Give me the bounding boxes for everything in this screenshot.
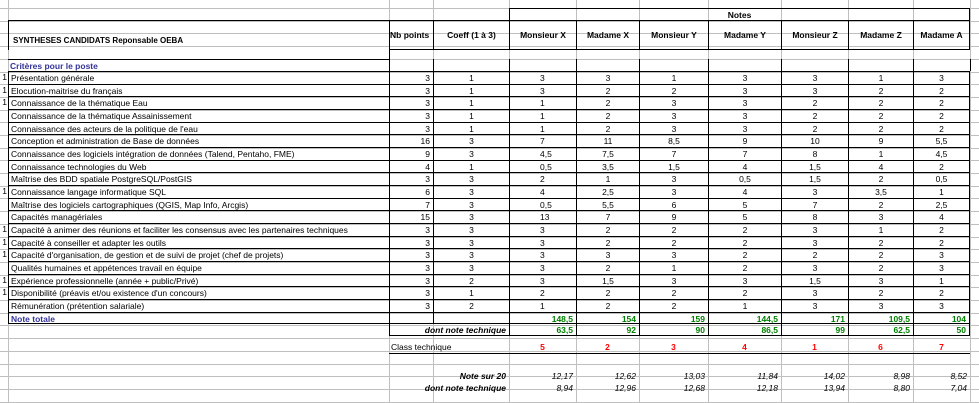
- criteria-label[interactable]: Qualités humaines et appétences travail en équipe: [8, 261, 389, 274]
- score-cell[interactable]: 0,5: [708, 172, 781, 185]
- candidate-header[interactable]: Monsieur X: [509, 20, 576, 50]
- score-cell[interactable]: 3: [639, 274, 708, 287]
- score-cell[interactable]: 5: [708, 198, 781, 211]
- criteria-row: [0, 299, 979, 312]
- criteria-label[interactable]: Connaissance des logiciels intégration de données (Talend, Pentaho, FME): [8, 147, 389, 160]
- score-cell[interactable]: 3: [509, 274, 576, 287]
- tech-total-value[interactable]: 86,5: [708, 324, 781, 336]
- score-cell[interactable]: 0,5: [509, 160, 576, 173]
- score-cell[interactable]: 3: [639, 185, 708, 198]
- score-cell[interactable]: 2: [848, 236, 913, 249]
- score-cell[interactable]: 1: [639, 71, 708, 84]
- note20-row: [0, 370, 979, 382]
- nb-points-cell[interactable]: 15: [389, 210, 433, 223]
- score-cell[interactable]: 1: [639, 261, 708, 274]
- score-cell[interactable]: 3: [708, 109, 781, 122]
- row-mark[interactable]: [0, 299, 8, 312]
- row-mark[interactable]: 1: [2, 275, 7, 285]
- nb-points-cell[interactable]: 3: [389, 122, 433, 135]
- score-cell[interactable]: 2: [576, 223, 639, 236]
- score-cell[interactable]: 2: [781, 109, 848, 122]
- total-nb-empty[interactable]: [389, 312, 433, 324]
- grid-line: [913, 59, 914, 71]
- score-cell[interactable]: 3: [781, 236, 848, 249]
- score-cell[interactable]: 1: [708, 299, 781, 312]
- score-cell[interactable]: 3: [708, 122, 781, 135]
- tech-total-row: [0, 324, 979, 336]
- tech20-value[interactable]: 8,94: [556, 383, 573, 393]
- score-cell[interactable]: 7: [509, 134, 576, 147]
- grid-line: [509, 59, 510, 71]
- nb-points-cell[interactable]: 3: [389, 109, 433, 122]
- note20-value[interactable]: 14,02: [823, 371, 845, 381]
- score-cell[interactable]: 3: [708, 71, 781, 84]
- score-cell[interactable]: 8,5: [639, 134, 708, 147]
- criteria-row: [0, 71, 979, 84]
- nb-points-cell[interactable]: 16: [389, 134, 433, 147]
- score-cell[interactable]: 5,5: [913, 134, 970, 147]
- row-mark[interactable]: [0, 109, 8, 122]
- score-cell[interactable]: 1: [848, 223, 913, 236]
- total-value[interactable]: 104: [913, 312, 970, 324]
- score-cell[interactable]: 1: [848, 71, 913, 84]
- row-mark[interactable]: 1: [2, 186, 7, 196]
- coeff-cell[interactable]: 3: [433, 172, 509, 185]
- score-cell[interactable]: 6: [639, 198, 708, 211]
- candidate-header[interactable]: Madame Y: [708, 20, 781, 50]
- nb-points-cell[interactable]: 3: [389, 96, 433, 109]
- score-cell[interactable]: 3: [708, 84, 781, 97]
- coeff-cell[interactable]: 3: [433, 223, 509, 236]
- candidate-header[interactable]: Monsieur Y: [639, 20, 708, 50]
- criteria-row: [0, 261, 979, 274]
- note20-value[interactable]: 11,84: [757, 371, 778, 381]
- grid-line: [970, 59, 971, 71]
- criteria-label[interactable]: Maîtrise des logiciels cartographiques (QGIS, Map Info, Arcgis): [8, 198, 389, 211]
- criteria-row: [0, 210, 979, 223]
- score-cell[interactable]: 1: [509, 122, 576, 135]
- score-cell[interactable]: 2: [848, 248, 913, 261]
- criteria-label[interactable]: Connaissance langage informatique SQL: [8, 185, 389, 198]
- coeff-cell[interactable]: 1: [433, 122, 509, 135]
- score-cell[interactable]: 1,5: [781, 274, 848, 287]
- score-cell[interactable]: 2: [576, 236, 639, 249]
- row-mark[interactable]: [0, 172, 8, 185]
- score-cell[interactable]: 1: [848, 147, 913, 160]
- candidate-header[interactable]: Monsieur Z: [781, 20, 848, 50]
- nb-points-cell[interactable]: 3: [389, 172, 433, 185]
- criteria-label[interactable]: Maîtrise des BDD spatiale PostgreSQL/PostGIS: [8, 172, 389, 185]
- tech-total-value[interactable]: 90: [639, 324, 708, 336]
- total-value[interactable]: 109,5: [848, 312, 913, 324]
- score-cell[interactable]: 8: [781, 147, 848, 160]
- criteria-row: [0, 185, 979, 198]
- nb-points-cell[interactable]: 3: [389, 223, 433, 236]
- score-cell[interactable]: 2: [913, 286, 970, 299]
- score-cell[interactable]: 3: [913, 299, 970, 312]
- total-row: [0, 312, 979, 324]
- score-cell[interactable]: 3: [848, 274, 913, 287]
- total-coeff-empty[interactable]: [433, 312, 509, 324]
- note20-label[interactable]: Note sur 20: [459, 371, 506, 381]
- criteria-row: [0, 286, 979, 299]
- score-cell[interactable]: 3,5: [848, 185, 913, 198]
- candidate-header[interactable]: Madame X: [576, 20, 639, 50]
- score-cell[interactable]: 5: [708, 210, 781, 223]
- score-cell[interactable]: 2: [576, 261, 639, 274]
- criteria-label[interactable]: Connaissance technologies du Web: [8, 160, 389, 173]
- coeff-cell[interactable]: 3: [433, 210, 509, 223]
- score-cell[interactable]: 2: [848, 286, 913, 299]
- grid-line: [576, 59, 577, 71]
- total-label[interactable]: Note totale: [8, 312, 389, 324]
- nb-points-cell[interactable]: 3: [389, 248, 433, 261]
- header-notes-row: [0, 8, 979, 20]
- criteria-label[interactable]: Capacité à animer des réunions et faciliter les consensus avec les partenaires techniques: [8, 223, 389, 236]
- score-cell[interactable]: 2: [913, 122, 970, 135]
- score-cell[interactable]: 4,5: [509, 147, 576, 160]
- score-cell[interactable]: 1,5: [781, 172, 848, 185]
- row-mark[interactable]: 1: [2, 287, 7, 297]
- note20-value[interactable]: 8,52: [950, 371, 967, 381]
- notes-label[interactable]: Notes: [509, 8, 970, 20]
- score-cell[interactable]: 11: [576, 134, 639, 147]
- score-cell[interactable]: 3: [781, 286, 848, 299]
- score-cell[interactable]: 7: [781, 198, 848, 211]
- row-mark[interactable]: 1: [2, 224, 7, 234]
- score-cell[interactable]: 2: [639, 236, 708, 249]
- score-cell[interactable]: 7,5: [576, 147, 639, 160]
- criteria-row: [0, 248, 979, 261]
- header-columns-row: [0, 20, 979, 50]
- class-value[interactable]: 6: [878, 342, 883, 352]
- section-label[interactable]: Critères pour le poste: [8, 59, 389, 71]
- nb-points-cell[interactable]: 3: [389, 299, 433, 312]
- tech20-label[interactable]: dont note technique: [424, 383, 506, 393]
- score-cell[interactable]: 2: [848, 109, 913, 122]
- coeff-cell[interactable]: 2: [433, 299, 509, 312]
- score-cell[interactable]: 0,5: [913, 172, 970, 185]
- coeff-cell[interactable]: 3: [433, 185, 509, 198]
- score-cell[interactable]: 3: [848, 299, 913, 312]
- score-cell[interactable]: 3: [639, 172, 708, 185]
- criteria-label[interactable]: Elocution-maitrise du français: [8, 84, 389, 97]
- score-cell[interactable]: 3,5: [576, 160, 639, 173]
- score-cell[interactable]: 3: [639, 109, 708, 122]
- score-cell[interactable]: 2: [639, 286, 708, 299]
- score-cell[interactable]: 1,5: [781, 160, 848, 173]
- score-cell[interactable]: 2: [708, 223, 781, 236]
- score-cell[interactable]: 2: [913, 236, 970, 249]
- score-cell[interactable]: 3: [576, 71, 639, 84]
- score-cell[interactable]: 2: [639, 84, 708, 97]
- candidate-header[interactable]: Madame A: [913, 20, 970, 50]
- criteria-label[interactable]: Rémunération (prétention salariale): [8, 299, 389, 312]
- total-value[interactable]: 171: [781, 312, 848, 324]
- row-mark[interactable]: [0, 261, 8, 274]
- coeff-cell[interactable]: 3: [433, 248, 509, 261]
- score-cell[interactable]: 2,5: [576, 185, 639, 198]
- grid-line: [389, 353, 970, 354]
- candidate-header[interactable]: Madame Z: [848, 20, 913, 50]
- nb-points-cell[interactable]: 7: [389, 198, 433, 211]
- coeff-cell[interactable]: 1: [433, 109, 509, 122]
- score-cell[interactable]: 7: [639, 147, 708, 160]
- tech20-value[interactable]: 8,80: [893, 383, 910, 393]
- total-value[interactable]: 159: [639, 312, 708, 324]
- coeff-header[interactable]: Coeff (1 à 3): [433, 20, 509, 50]
- score-cell[interactable]: 9: [708, 134, 781, 147]
- score-cell[interactable]: 3: [708, 274, 781, 287]
- score-cell[interactable]: 2: [848, 261, 913, 274]
- score-cell[interactable]: 3: [509, 236, 576, 249]
- score-cell[interactable]: 3: [913, 261, 970, 274]
- row-mark[interactable]: [0, 134, 8, 147]
- nb-points-cell[interactable]: 3: [389, 71, 433, 84]
- criteria-label[interactable]: Disponibilité (préavis et/ou existence d'un concours): [8, 286, 389, 299]
- criteria-label[interactable]: Expérience professionnelle (année + public/Privé): [8, 274, 389, 287]
- page-title[interactable]: SYNTHESES CANDIDATS Reponsable OEBA: [8, 20, 389, 50]
- score-cell[interactable]: 2: [913, 96, 970, 109]
- tech-total-value[interactable]: 92: [576, 324, 639, 336]
- coeff-cell[interactable]: 1: [433, 286, 509, 299]
- tech20-value[interactable]: 7,04: [950, 383, 967, 393]
- score-cell[interactable]: 3: [509, 261, 576, 274]
- nb-points-header[interactable]: Nb points: [389, 20, 433, 50]
- spacer: [389, 50, 390, 59]
- class-value[interactable]: 2: [605, 342, 610, 352]
- coeff-cell[interactable]: 1: [433, 71, 509, 84]
- score-cell[interactable]: 1: [576, 172, 639, 185]
- score-cell[interactable]: 4: [848, 160, 913, 173]
- grid-line: [389, 59, 390, 71]
- score-cell[interactable]: 2: [913, 223, 970, 236]
- grid-line: [848, 59, 849, 71]
- criteria-label[interactable]: Capacités managériales: [8, 210, 389, 223]
- score-cell[interactable]: 2: [848, 172, 913, 185]
- score-cell[interactable]: 3: [781, 299, 848, 312]
- tech-total-value[interactable]: 62,5: [848, 324, 913, 336]
- score-cell[interactable]: 3: [639, 122, 708, 135]
- score-cell[interactable]: 2: [781, 96, 848, 109]
- score-cell[interactable]: 2,5: [913, 198, 970, 211]
- score-cell[interactable]: 3: [848, 210, 913, 223]
- score-cell[interactable]: 1,5: [576, 274, 639, 287]
- row-mark[interactable]: [0, 210, 8, 223]
- score-cell[interactable]: 1,5: [639, 160, 708, 173]
- score-cell[interactable]: 2: [708, 286, 781, 299]
- header-spacer-row: [0, 50, 979, 59]
- score-cell[interactable]: 10: [781, 134, 848, 147]
- criteria-row: [0, 96, 979, 109]
- nb-points-cell[interactable]: 3: [389, 236, 433, 249]
- coeff-cell[interactable]: 3: [433, 261, 509, 274]
- tech20-value[interactable]: 13,94: [823, 383, 845, 393]
- coeff-cell[interactable]: 2: [433, 274, 509, 287]
- score-cell[interactable]: 2: [509, 286, 576, 299]
- score-cell[interactable]: 4: [913, 210, 970, 223]
- grid-line: [0, 338, 979, 339]
- coeff-cell[interactable]: 3: [433, 236, 509, 249]
- total-value[interactable]: 144,5: [708, 312, 781, 324]
- coeff-cell[interactable]: 1: [433, 84, 509, 97]
- score-cell[interactable]: 3: [639, 96, 708, 109]
- score-cell[interactable]: 2: [848, 96, 913, 109]
- score-cell[interactable]: 2: [708, 261, 781, 274]
- score-cell[interactable]: 2: [509, 172, 576, 185]
- nb-points-cell[interactable]: 3: [389, 261, 433, 274]
- score-cell[interactable]: 7: [708, 147, 781, 160]
- score-cell[interactable]: 0,5: [509, 198, 576, 211]
- score-cell[interactable]: 2: [708, 236, 781, 249]
- score-cell[interactable]: 2: [848, 84, 913, 97]
- class-value[interactable]: 1: [812, 342, 817, 352]
- note20-value[interactable]: 8,98: [893, 371, 910, 381]
- score-cell[interactable]: 3: [781, 71, 848, 84]
- score-cell[interactable]: 2: [576, 109, 639, 122]
- grid-line: [639, 59, 640, 71]
- class-value[interactable]: 4: [742, 342, 747, 352]
- score-cell[interactable]: 2: [913, 84, 970, 97]
- class-value[interactable]: 7: [939, 342, 944, 352]
- grid-line: [708, 59, 709, 71]
- score-cell[interactable]: 3: [781, 261, 848, 274]
- coeff-cell[interactable]: 1: [433, 96, 509, 109]
- criteria-label[interactable]: Connaissance de la thématique Assainissement: [8, 109, 389, 122]
- grid-line: [781, 59, 782, 71]
- criteria-label[interactable]: Présentation générale: [8, 71, 389, 84]
- score-cell[interactable]: 1: [913, 274, 970, 287]
- coeff-cell[interactable]: 3: [433, 147, 509, 160]
- row-mark[interactable]: 1: [2, 85, 7, 95]
- score-cell[interactable]: 3: [639, 248, 708, 261]
- score-cell[interactable]: 2: [576, 96, 639, 109]
- coeff-cell[interactable]: 1: [433, 160, 509, 173]
- nb-points-cell[interactable]: 3: [389, 274, 433, 287]
- score-cell[interactable]: 2: [576, 299, 639, 312]
- criteria-label[interactable]: Capacité d'organisation, de gestion et de suivi de projet (chef de projets): [8, 248, 389, 261]
- tech-total-value[interactable]: 50: [913, 324, 970, 336]
- score-cell[interactable]: 1: [509, 109, 576, 122]
- note20-value[interactable]: 13,03: [683, 371, 705, 381]
- tech20-value[interactable]: 12,68: [683, 383, 705, 393]
- score-cell[interactable]: 2: [639, 299, 708, 312]
- class-value[interactable]: 3: [671, 342, 676, 352]
- score-cell[interactable]: 3: [509, 71, 576, 84]
- score-cell[interactable]: 2: [576, 286, 639, 299]
- score-cell[interactable]: 9: [848, 134, 913, 147]
- score-cell[interactable]: 4,5: [913, 147, 970, 160]
- section-row: [0, 59, 979, 71]
- row-mark[interactable]: [0, 147, 8, 160]
- score-cell[interactable]: 3: [708, 96, 781, 109]
- criteria-row: [0, 109, 979, 122]
- score-cell[interactable]: 2: [781, 122, 848, 135]
- score-cell[interactable]: 3: [509, 223, 576, 236]
- nb-points-cell[interactable]: 6: [389, 185, 433, 198]
- score-cell[interactable]: 2: [781, 248, 848, 261]
- note20-value[interactable]: 12,17: [551, 371, 573, 381]
- score-cell[interactable]: 2: [576, 122, 639, 135]
- score-cell[interactable]: 2: [913, 160, 970, 173]
- score-cell[interactable]: 2: [848, 198, 913, 211]
- grid-line: [0, 364, 979, 365]
- coeff-cell[interactable]: 3: [433, 134, 509, 147]
- score-cell[interactable]: 1: [509, 299, 576, 312]
- score-cell[interactable]: 3: [781, 185, 848, 198]
- score-cell[interactable]: 4: [708, 185, 781, 198]
- criteria-label[interactable]: Connaissance des acteurs de la politique de l'eau: [8, 122, 389, 135]
- nb-points-cell[interactable]: 4: [389, 160, 433, 173]
- row-mark[interactable]: 1: [2, 237, 7, 247]
- score-cell[interactable]: 3: [913, 71, 970, 84]
- total-value[interactable]: 148,5: [509, 312, 576, 324]
- tech20-value[interactable]: 12,96: [614, 383, 636, 393]
- nb-points-cell[interactable]: 3: [389, 286, 433, 299]
- criteria-label[interactable]: Capacité à conseiller et adapter les outils: [8, 236, 389, 249]
- score-cell[interactable]: 2: [639, 223, 708, 236]
- score-cell[interactable]: 3: [576, 248, 639, 261]
- score-cell[interactable]: 2: [848, 122, 913, 135]
- score-cell[interactable]: 7: [576, 210, 639, 223]
- tech-total-value[interactable]: 99: [781, 324, 848, 336]
- tech-total-label[interactable]: dont note technique: [389, 324, 509, 336]
- score-cell[interactable]: 3: [913, 248, 970, 261]
- tech20-value[interactable]: 12,18: [756, 383, 778, 393]
- nb-points-cell[interactable]: 3: [389, 84, 433, 97]
- score-cell[interactable]: 1: [913, 185, 970, 198]
- criteria-label[interactable]: Conception et administration de Base de données: [8, 134, 389, 147]
- note20-value[interactable]: 12,62: [614, 371, 636, 381]
- score-cell[interactable]: 9: [639, 210, 708, 223]
- score-cell[interactable]: 2: [913, 109, 970, 122]
- criteria-row: [0, 134, 979, 147]
- score-cell[interactable]: 2: [576, 84, 639, 97]
- tech-total-value[interactable]: 63,5: [509, 324, 576, 336]
- score-cell[interactable]: 5,5: [576, 198, 639, 211]
- class-label[interactable]: Class technique: [391, 342, 452, 352]
- score-cell[interactable]: 4: [509, 185, 576, 198]
- score-cell[interactable]: 3: [509, 248, 576, 261]
- tech20-row: [0, 382, 979, 394]
- coeff-cell[interactable]: 3: [433, 198, 509, 211]
- score-cell[interactable]: 3: [781, 84, 848, 97]
- score-cell[interactable]: 3: [781, 223, 848, 236]
- score-cell[interactable]: 1: [509, 96, 576, 109]
- total-value[interactable]: 154: [576, 312, 639, 324]
- nb-points-cell[interactable]: 9: [389, 147, 433, 160]
- row-mark[interactable]: 1: [2, 249, 7, 259]
- row-mark[interactable]: 1: [2, 97, 7, 107]
- row-mark[interactable]: 1: [2, 72, 7, 82]
- criteria-label[interactable]: Connaissance de la thématique Eau: [8, 96, 389, 109]
- score-cell[interactable]: 3: [509, 84, 576, 97]
- grid-line: [433, 59, 434, 71]
- score-cell[interactable]: 2: [708, 248, 781, 261]
- criteria-row: [0, 223, 979, 236]
- score-cell[interactable]: 8: [781, 210, 848, 223]
- criteria-row: [0, 172, 979, 185]
- score-cell[interactable]: 4: [708, 160, 781, 173]
- criteria-row: [0, 147, 979, 160]
- class-value[interactable]: 5: [540, 342, 545, 352]
- score-cell[interactable]: 13: [509, 210, 576, 223]
